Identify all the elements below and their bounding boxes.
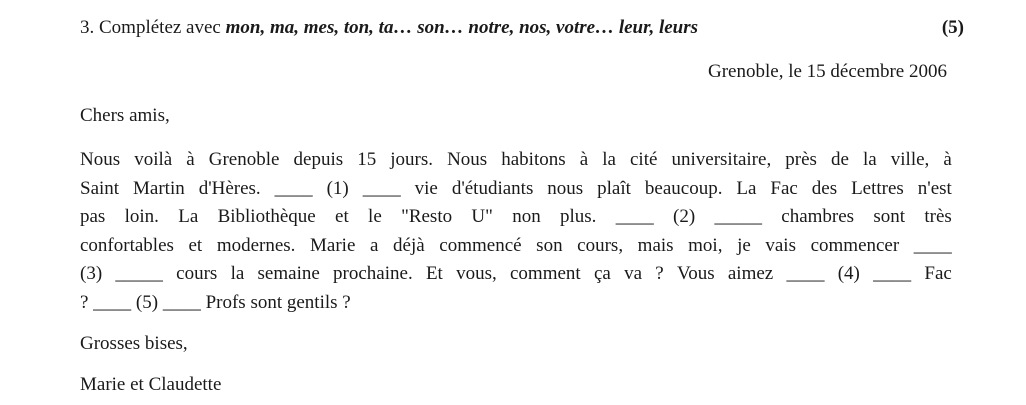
letter-word: commencé (439, 234, 522, 256)
letter-word: sont (873, 206, 906, 228)
letter-word: vie (414, 177, 438, 199)
letter-body (80, 146, 952, 318)
letter-word: confortables (80, 234, 174, 256)
letter-word: Bibliothèque (217, 206, 316, 228)
letter-word: (2) (673, 206, 696, 228)
letter-word: Martin (133, 177, 185, 199)
letter-word: Saint (80, 177, 120, 199)
letter-word: à (186, 149, 195, 170)
letter-word: cité (629, 149, 658, 170)
letter-word: je (737, 234, 751, 256)
letter-word: voilà (134, 149, 173, 170)
letter-word: près (785, 149, 817, 170)
letter-line-5 (80, 260, 952, 289)
letter-word: prochaine. (333, 263, 413, 285)
letter-word: Grenoble (208, 149, 280, 170)
letter-word: vous, (456, 263, 497, 285)
letter-word: Fac (770, 177, 798, 199)
letter-word: ça (593, 263, 611, 285)
letter-word: _____ (714, 206, 762, 228)
letter-word: ____ (362, 177, 401, 199)
letter-word: ville, (890, 149, 930, 170)
exercise-header (80, 15, 964, 41)
letter-word: son (536, 234, 563, 256)
letter-word: Fac (924, 263, 952, 285)
letter-word: ____ (786, 263, 825, 285)
letter-word: La (736, 177, 757, 199)
letter-word: de (830, 149, 849, 170)
letter-word: des (811, 177, 838, 199)
letter-word: Lettres (851, 177, 904, 199)
letter-word: (1) (326, 177, 349, 199)
letter-word: modernes. (216, 234, 296, 256)
letter-word: et (188, 234, 203, 256)
exercise-points: (5) (941, 17, 964, 38)
letter-word: plaît (597, 177, 631, 199)
exercise-instruction: 3. Complétez avec (80, 17, 221, 38)
letter-word: Marie (310, 234, 356, 256)
letter-word: ____ (274, 177, 313, 199)
letter-word: habitons (501, 149, 566, 170)
letter-word: moi, (688, 234, 723, 256)
letter-word: la (230, 263, 245, 285)
letter-line-2 (80, 175, 952, 204)
letter-word: (3) (80, 263, 103, 285)
letter-signature: Marie et Claudette (80, 374, 222, 395)
letter-date: Grenoble, le 15 décembre 2006 (708, 61, 947, 82)
letter-word: pas (80, 206, 106, 228)
letter-word: non (512, 206, 541, 228)
letter-word: jours. (390, 149, 433, 170)
letter-word: va (624, 263, 643, 285)
letter-word: Et (425, 263, 443, 285)
letter-word: le (368, 206, 382, 228)
letter-word: "Resto (401, 206, 453, 228)
letter-word: _____ (115, 263, 163, 285)
letter-line-3 (80, 203, 952, 232)
letter-word: ____ (873, 263, 912, 285)
letter-word: mais (637, 234, 674, 256)
letter-word: La (178, 206, 199, 228)
letter-word: d'Hères. (198, 177, 261, 199)
letter-word: U" (471, 206, 493, 228)
letter-word: semaine (257, 263, 320, 285)
letter-word: déjà (393, 234, 425, 256)
letter-word: la (862, 149, 877, 170)
letter-word: ____ (615, 206, 654, 228)
letter-closing: Grosses bises, (80, 333, 188, 354)
letter-word: loin. (124, 206, 159, 228)
letter-word: plus. (559, 206, 597, 228)
letter-word: Nous (80, 149, 121, 170)
letter-word: nous (547, 177, 584, 199)
letter-word: ? (655, 263, 664, 285)
letter-word: la (602, 149, 616, 170)
letter-word: 15 (357, 149, 377, 170)
letter-word: à (943, 149, 952, 170)
letter-word: n'est (917, 177, 952, 199)
letter-salutation: Chers amis, (80, 105, 170, 126)
letter-word: a (370, 234, 379, 256)
letter-word: vais (765, 234, 796, 256)
letter-word: commencer (810, 234, 900, 256)
letter-word: aimez (727, 263, 774, 285)
letter-word: Nous (447, 149, 488, 170)
letter-word: chambres (781, 206, 855, 228)
letter-word: (4) (837, 263, 860, 285)
letter-word: d'étudiants (451, 177, 534, 199)
letter-word: Vous (676, 263, 715, 285)
letter-word: ____ (913, 234, 952, 256)
letter-line-6: ? ____ (5) ____ Profs sont gentils ? (80, 291, 351, 313)
exercise-word-list: mon, ma, mes, ton, ta… son… notre, nos, votre… leur, leurs (225, 17, 699, 38)
letter-line-4 (80, 232, 952, 261)
letter-word: cours (176, 263, 218, 285)
letter-word: et (335, 206, 349, 228)
letter-word: à (579, 149, 589, 170)
letter-word: depuis (293, 149, 344, 170)
letter-word: très (924, 206, 952, 228)
letter-word: comment (510, 263, 581, 285)
letter-line-1 (80, 146, 952, 175)
letter-word: cours, (577, 234, 624, 256)
letter-word: universitaire, (671, 149, 772, 170)
letter-word: beaucoup. (644, 177, 723, 199)
